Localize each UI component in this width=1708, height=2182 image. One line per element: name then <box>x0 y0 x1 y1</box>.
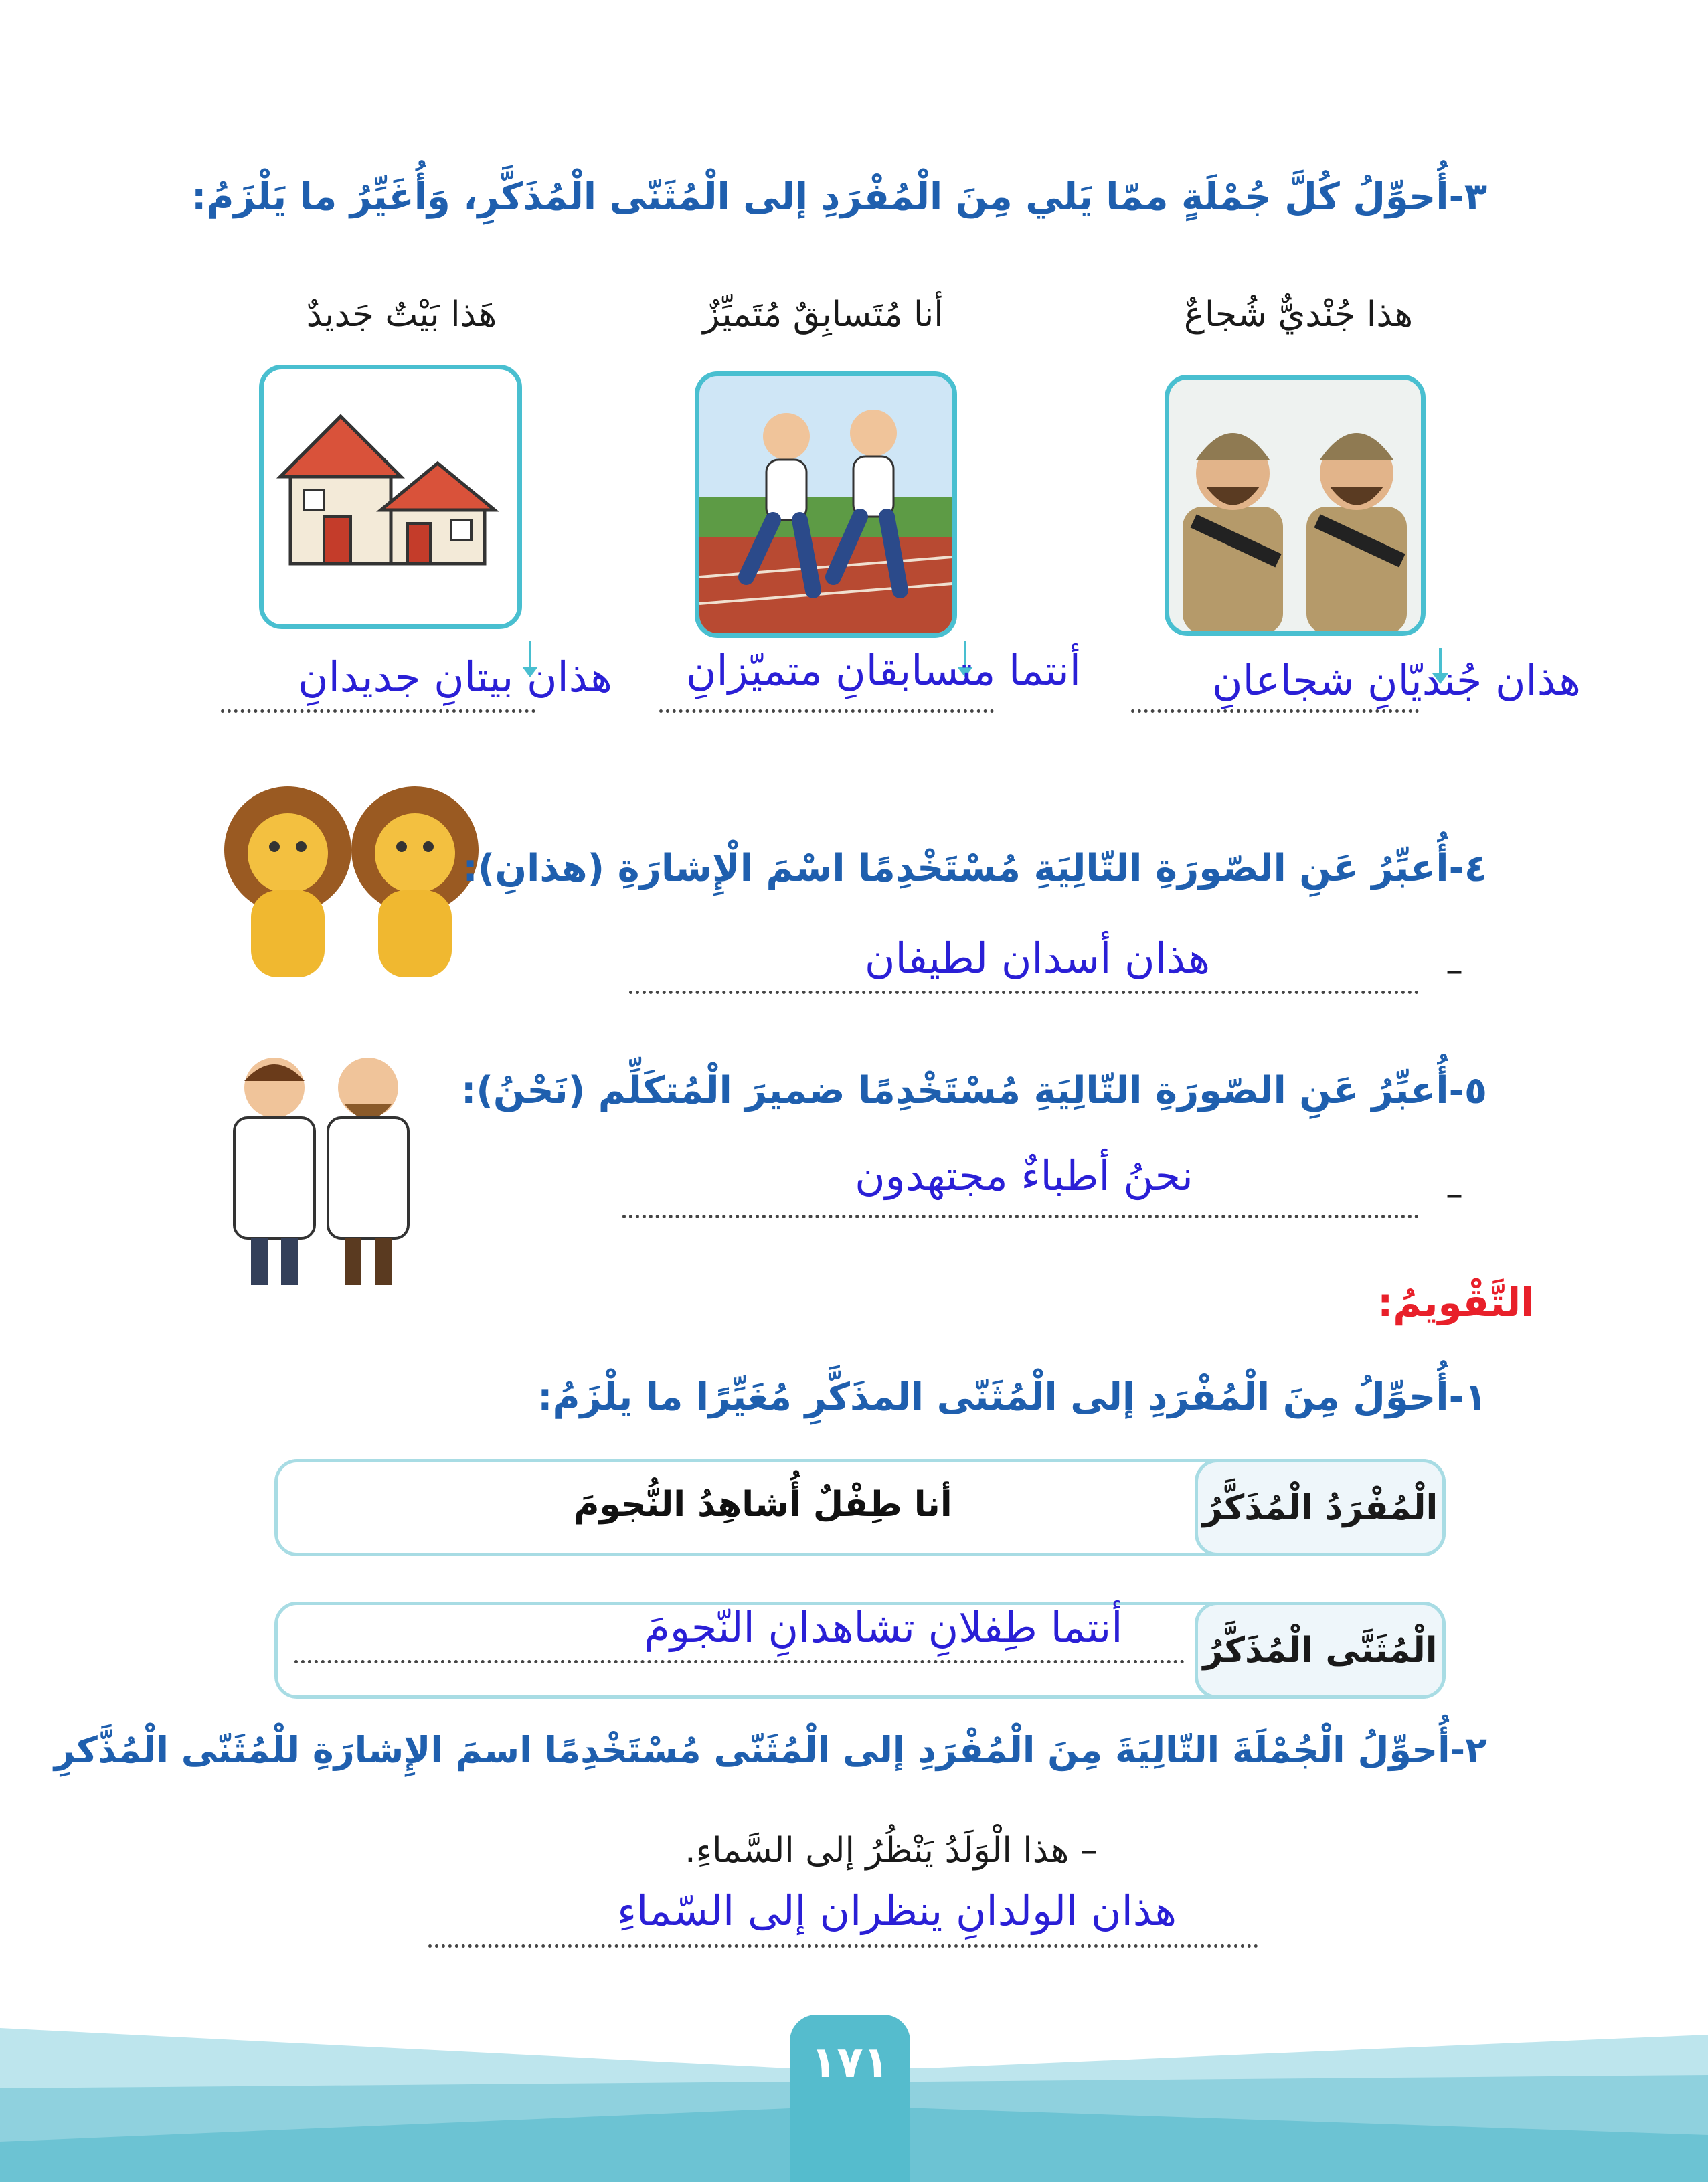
answer-line-soldier <box>1131 709 1419 713</box>
answer-house: هذان بيتانِ جديدانِ <box>298 653 612 701</box>
answer-line-house <box>221 709 535 713</box>
soldiers-image <box>1165 375 1426 636</box>
caption-runner: أنا مُتَسابِقٌ مُتَميِّزٌ <box>703 295 944 335</box>
doctor-icon <box>328 1058 408 1285</box>
caption-house: هَذا بَيْتٌ جَديدٌ <box>306 295 497 335</box>
doctor-icon <box>234 1058 315 1285</box>
dual-answer: أنتما طِفلانِ تشاهدانِ النّجومَ <box>644 1603 1123 1652</box>
soldier-icon <box>1183 433 1283 631</box>
q5-title: ٥-أُعبِّرُ عَنِ الصّورَةِ التّالِيَةِ مُسْتَخْدِمًا ضميرَ الْمُتكَلِّم (نَحْنُ): <box>460 1069 1487 1112</box>
answer-soldier: هذان جُنديّانِ شجاعانِ <box>1212 656 1581 705</box>
q5-answer-line <box>622 1215 1419 1218</box>
soldier-icon <box>1306 433 1407 631</box>
q4-title: ٤-أُعبِّرُ عَنِ الصّورَةِ التّالِيَةِ مُسْتَخْدِمًا اسْمَ الْإِشارَةِ (هذانِ): <box>462 847 1487 890</box>
caption-soldier: هذا جُنْديٌّ شُجاعٌ <box>1183 295 1414 335</box>
eval-q2-answer: هذان الولدانِ ينظران إلى السّماءِ <box>616 1886 1177 1935</box>
answer-line-runner <box>659 709 994 713</box>
answer-runner: أنتما متسابقانِ متميّزانِ <box>686 646 1081 695</box>
q4-dash: – <box>1446 950 1463 991</box>
lions-image <box>214 776 495 991</box>
eval-q2-answer-line <box>428 1944 1258 1948</box>
q4-answer: هذان أسدان لطيفان <box>864 934 1211 983</box>
page-number: ١٧١ <box>810 2038 889 2088</box>
singular-label: الْمُفْرَدُ الْمُذَكَّرُ <box>1195 1459 1446 1556</box>
lion-icon <box>224 786 351 977</box>
evaluation-heading: التَّقْويمُ: <box>1377 1280 1534 1325</box>
q4-answer-line <box>629 991 1419 994</box>
lion-icon <box>351 786 479 977</box>
house-icon <box>280 416 401 564</box>
q3-title: ٣-أُحوِّلُ كُلَّ جُمْلَةٍ ممّا يَلي مِنَ الْمُفْرَدِ إلى الْمُثَنّى الْمُذَكَّرِ، وَأُغَيِّرُ ما يَلْزَمُ: <box>191 175 1487 219</box>
singular-text: أنا طِفْلٌ أُشاهِدُ النُّجومَ <box>574 1485 952 1525</box>
eval-q1-title: ١-أُحوِّلُ مِنَ الْمُفْرَدِ إلى الْمُثَنّى المذَكَّرِ مُغَيِّرًا ما يلْزَمُ: <box>537 1375 1487 1419</box>
eval-q2-title: ٢-أُحوِّلُ الْجُمْلَةَ التّالِيَةَ مِنَ الْمُفْرَدِ إلى الْمُثَنّى مُسْتَخْدِمًا اسمَ الإِشارَةِ للْمُثَنّى الْمُذَّكرِ <box>54 1729 1487 1771</box>
doctors-image <box>221 1041 422 1295</box>
runners-image <box>695 371 957 638</box>
dual-label: الْمُثَنَّى الْمُذَكَّرُ <box>1195 1602 1446 1699</box>
q5-dash: – <box>1446 1175 1463 1215</box>
houses-image <box>259 365 522 629</box>
eval-q2-sentence: – هذا الْوَلَدُ يَنْظُرُ إلى السَّماءِ. <box>685 1831 1098 1871</box>
dual-answer-line <box>294 1660 1185 1663</box>
q5-answer: نحنُ أطباءٌ مجتهدون <box>855 1151 1193 1200</box>
